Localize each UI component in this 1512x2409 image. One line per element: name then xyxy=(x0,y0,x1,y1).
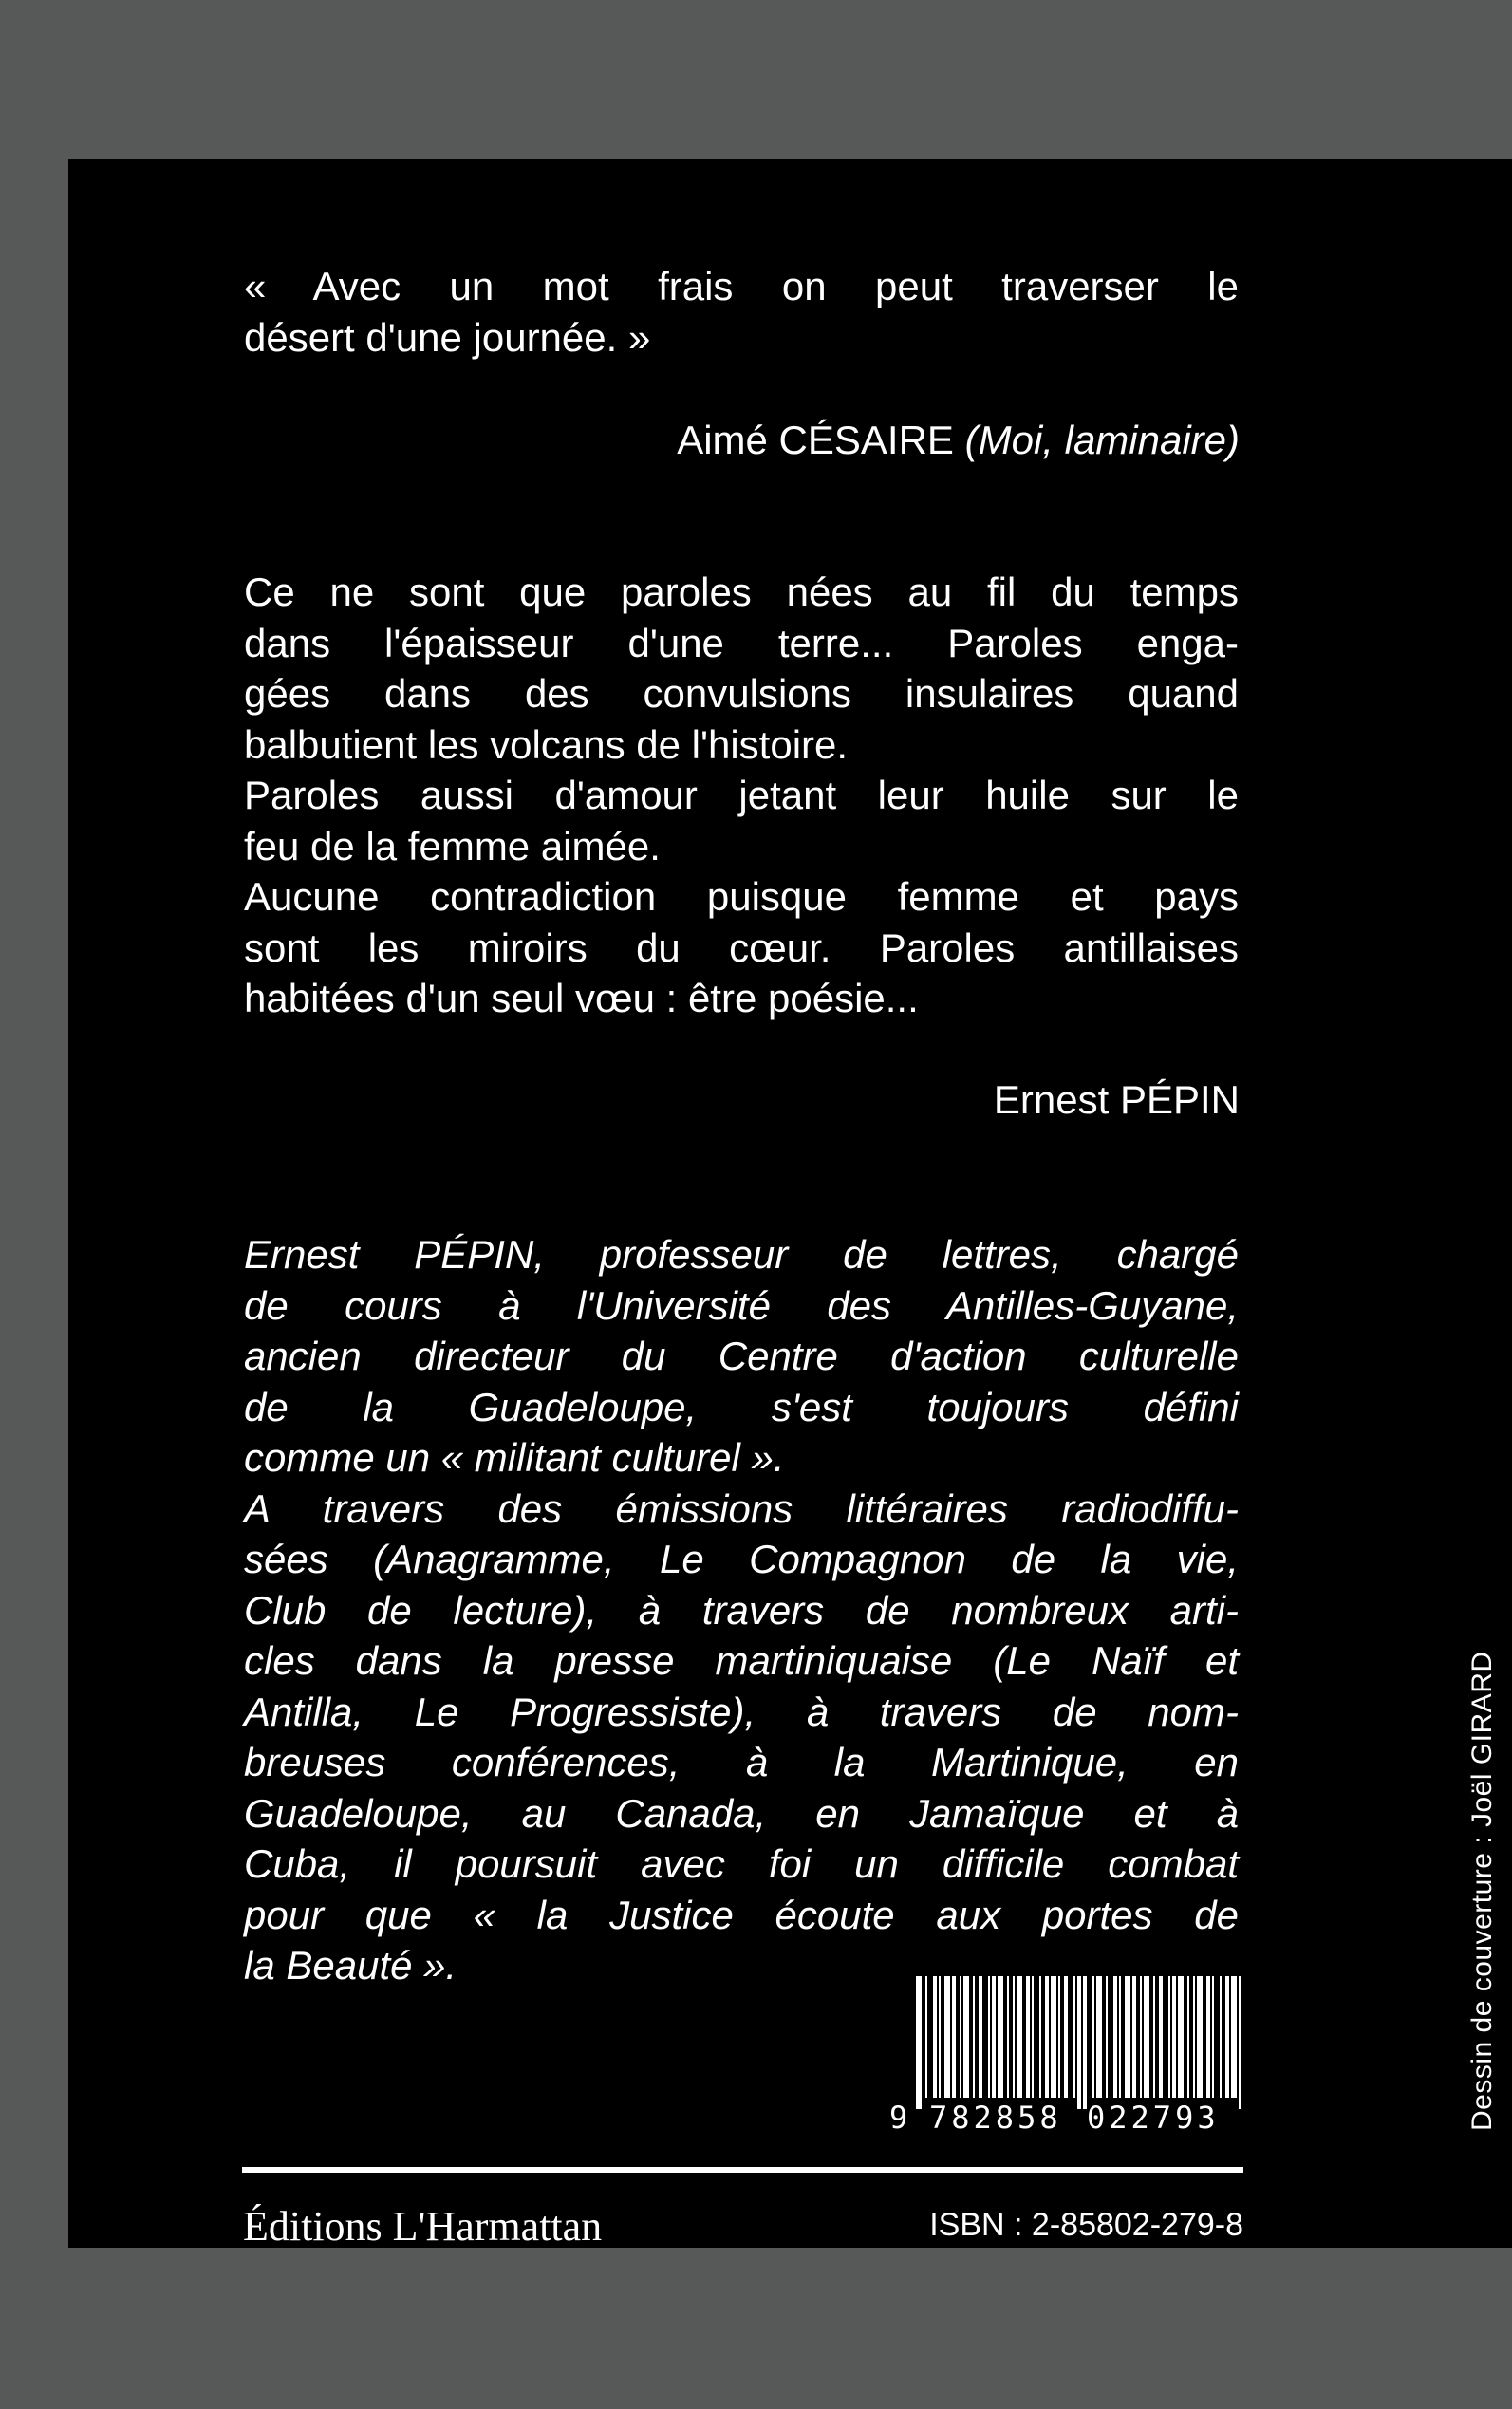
barcode-bar xyxy=(1073,1976,1075,2098)
publisher-name: Éditions L'Harmattan xyxy=(243,2203,603,2250)
presentation-line: gées dans des convulsions insulaires quand xyxy=(244,671,1239,716)
barcode-bar xyxy=(1178,1976,1184,2098)
barcode-bar xyxy=(1119,1976,1121,2098)
biography-line: A travers des émissions littéraires radiodiffu- xyxy=(244,1485,1239,1531)
barcode-bar xyxy=(1153,1976,1155,2098)
biography-line: sées (Anagramme, Le Compagnon de la vie, xyxy=(244,1537,1239,1581)
biography-line: Club de lecture), à travers de nombreux arti- xyxy=(244,1587,1239,1633)
presentation-line: Ce ne sont que paroles nées au fil du temps xyxy=(244,570,1239,614)
barcode-bar xyxy=(1096,1976,1102,2098)
isbn: ISBN : 2-85802-279-8 xyxy=(929,2207,1243,2243)
author-biography xyxy=(244,1229,1239,1991)
barcode-bar xyxy=(960,1976,961,2098)
barcode-bar xyxy=(1032,1976,1034,2098)
presentation-line: Paroles aussi d'amour jetant leur huile sur le xyxy=(244,773,1239,817)
barcode-bar xyxy=(1212,1976,1214,2098)
biography-line: Cuba, il poursuit avec foi un difficile combat xyxy=(244,1841,1239,1886)
barcode-bar xyxy=(944,1976,950,2098)
epigraph-author: Aimé CÉSAIRE xyxy=(677,418,954,462)
footer-rule xyxy=(242,2167,1243,2173)
barcode-left-group: 782858 xyxy=(929,2100,1062,2136)
barcode-bar xyxy=(1132,1976,1136,2098)
barcode-bar xyxy=(1159,1976,1163,2098)
barcode-bar xyxy=(1193,1976,1195,2098)
barcode-bar xyxy=(1007,1976,1009,2098)
epigraph-attribution xyxy=(541,418,1240,463)
epigraph-quote xyxy=(244,261,1239,363)
barcode-bar xyxy=(1144,1976,1149,2098)
presentation-line: habitées d'un seul vœu : être poésie... xyxy=(244,976,919,1020)
barcode-right-group: 022793 xyxy=(1087,2100,1220,2136)
barcode-bar xyxy=(1058,1976,1060,2098)
barcode-bar xyxy=(1106,1976,1108,2098)
cover-design-credit: Dessin de couverture : Joël GIRARD xyxy=(1466,1651,1498,2131)
biography-line: Ernest PÉPIN, professeur de lettres, chargé xyxy=(244,1232,1239,1277)
biography-line: de la Guadeloupe, s'est toujours défini xyxy=(244,1384,1239,1429)
barcode-bar xyxy=(998,1976,1003,2098)
presentation-line: dans l'épaisseur d'une terre... Paroles enga- xyxy=(244,620,1239,665)
epigraph-line: « Avec un mot frais on peut traverser le xyxy=(244,264,1239,308)
biography-line: breuses conférences, à la Martinique, en xyxy=(244,1740,1239,1784)
barcode-bar xyxy=(1220,1976,1222,2098)
barcode xyxy=(887,1976,1248,2138)
biography-line: ancien directeur du Centre d'action culturelle xyxy=(244,1334,1239,1378)
barcode-bar xyxy=(1017,1976,1022,2098)
barcode-bar xyxy=(1064,1976,1068,2098)
presentation-line: feu de la femme aimée. xyxy=(244,823,661,868)
presentation-text xyxy=(244,567,1239,1024)
biography-line: la Beauté ». xyxy=(244,1943,457,1988)
barcode-bar xyxy=(939,1976,941,2098)
barcode-bar xyxy=(1083,1976,1087,2109)
barcode-bar xyxy=(1140,1976,1142,2098)
barcode-bar xyxy=(916,1976,922,2109)
barcode-bar xyxy=(1113,1976,1117,2098)
barcode-first-digit: 9 xyxy=(889,2100,908,2136)
barcode-number xyxy=(887,2098,1248,2138)
barcode-bar xyxy=(1231,1976,1237,2098)
barcode-bar xyxy=(1045,1976,1049,2098)
barcode-bar xyxy=(1187,1976,1189,2098)
barcode-bar xyxy=(1206,1976,1210,2098)
barcode-bar xyxy=(1039,1976,1041,2098)
barcode-bar xyxy=(1077,1976,1081,2109)
barcode-bar xyxy=(1092,1976,1094,2098)
barcode-bar xyxy=(979,1976,982,2098)
presentation-signature: Ernest PÉPIN xyxy=(993,1077,1240,1122)
barcode-bar xyxy=(973,1976,975,2098)
barcode-bar xyxy=(1051,1976,1056,2098)
presentation-line: balbutient les volcans de l'histoire. xyxy=(244,721,849,767)
barcode-bar xyxy=(1125,1976,1130,2098)
barcode-bar xyxy=(952,1976,956,2098)
barcode-bar xyxy=(1172,1976,1176,2098)
barcode-bar xyxy=(1026,1976,1030,2098)
presentation-line: sont les miroirs du cœur. Paroles antillaises xyxy=(244,924,1239,970)
barcode-bar xyxy=(1239,1976,1241,2109)
biography-line: Guadeloupe, au Canada, en Jamaïque et à xyxy=(244,1790,1239,1836)
barcode-bar xyxy=(992,1976,996,2098)
barcode-bar xyxy=(963,1976,969,2098)
barcode-bars xyxy=(916,1976,1243,2109)
barcode-bar xyxy=(1197,1976,1203,2098)
barcode-bar xyxy=(933,1976,937,2098)
epigraph-work: (Moi, laminaire) xyxy=(964,418,1240,462)
biography-line: de cours à l'Université des Antilles-Guyane, xyxy=(244,1282,1239,1328)
presentation-line: Aucune contradiction puisque femme et pays xyxy=(244,874,1239,919)
biography-line: pour que « la Justice écoute aux portes de xyxy=(244,1892,1239,1937)
barcode-bar xyxy=(1013,1976,1015,2098)
barcode-bar xyxy=(1168,1976,1170,2098)
barcode-bar xyxy=(925,1976,927,2098)
epigraph-line: désert d'une journée. » xyxy=(244,314,651,360)
barcode-bar xyxy=(988,1976,990,2098)
biography-line: comme un « militant culturel ». xyxy=(244,1435,785,1480)
biography-line: cles dans la presse martiniquaise (Le Naïf et xyxy=(244,1638,1239,1683)
biography-line: Antilla, Le Progressiste), à travers de nom- xyxy=(244,1689,1239,1734)
barcode-bar xyxy=(1225,1976,1229,2098)
